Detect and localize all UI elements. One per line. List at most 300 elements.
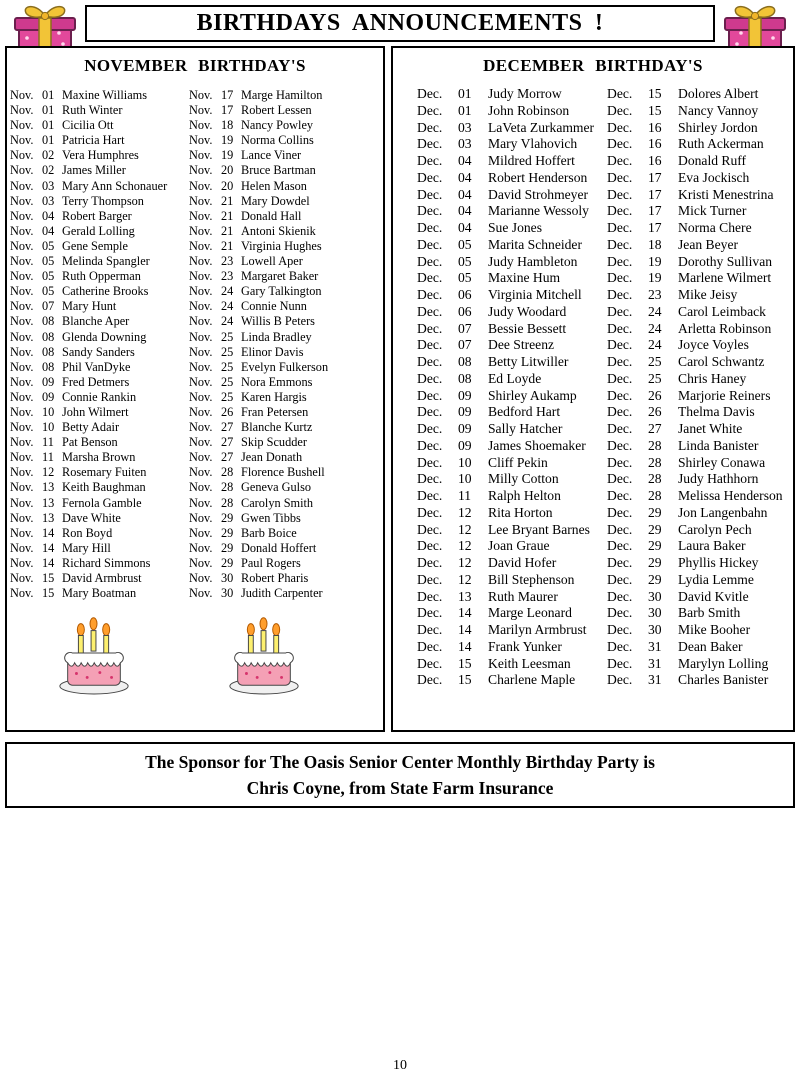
entry-month: Nov. — [10, 420, 34, 435]
entry-month: Nov. — [10, 103, 34, 118]
entry-month: Nov. — [10, 435, 34, 450]
entry-name: Judy Morrow — [488, 86, 562, 101]
birthday-entry — [10, 496, 189, 511]
entry-day: 24 — [648, 303, 662, 319]
entry-day: 29 — [648, 504, 662, 520]
entry-month: Dec. — [417, 521, 443, 537]
entry-name: David Hofer — [488, 555, 557, 570]
november-column-1 — [10, 88, 189, 601]
entry-month: Nov. — [10, 88, 34, 102]
birthday-cake-icon — [225, 608, 303, 700]
entry-day: 24 — [221, 314, 234, 329]
entry-day: 29 — [648, 571, 662, 587]
entry-month: Nov. — [189, 555, 213, 570]
entry-month: Dec. — [417, 622, 443, 637]
entry-day: 08 — [42, 344, 55, 359]
entry-name: Sally Hatcher — [488, 421, 563, 436]
entry-day: 31 — [648, 638, 662, 654]
entry-day: 07 — [458, 337, 472, 353]
entry-name: Virginia Hughes — [241, 238, 322, 253]
birthday-entry — [607, 522, 795, 539]
entry-month: Dec. — [417, 555, 443, 570]
entry-month: Nov. — [10, 178, 34, 193]
entry-day: 26 — [648, 404, 662, 420]
entry-day: 07 — [42, 299, 55, 314]
birthday-entry — [189, 541, 385, 556]
entry-day: 13 — [42, 480, 55, 495]
entry-day: 08 — [458, 370, 472, 386]
entry-month: Nov. — [189, 269, 213, 284]
entry-month: Dec. — [607, 672, 633, 688]
entry-month: Dec. — [417, 102, 443, 118]
entry-day: 08 — [458, 354, 472, 369]
entry-name: Janet White — [678, 421, 743, 436]
entry-day: 08 — [42, 329, 55, 344]
birthday-entry — [607, 605, 795, 622]
entry-month: Nov. — [189, 495, 213, 510]
birthday-entry — [189, 148, 385, 163]
birthday-entry — [189, 496, 385, 511]
entry-month: Dec. — [417, 404, 443, 420]
entry-month: Nov. — [10, 238, 34, 253]
birthday-entry — [417, 488, 607, 505]
birthday-entry — [607, 237, 795, 254]
page-title: BIRTHDAYS ANNOUNCEMENTS ! — [196, 10, 604, 36]
birthday-entry — [417, 220, 607, 237]
entry-name: Helen Mason — [241, 178, 307, 193]
entry-name: Jean Donath — [241, 450, 303, 465]
entry-name: Sandy Sanders — [62, 344, 135, 359]
entry-day: 01 — [42, 88, 55, 102]
entry-day: 15 — [648, 86, 662, 101]
birthday-entry — [189, 345, 385, 360]
birthday-entry — [10, 269, 189, 284]
entry-day: 05 — [458, 236, 472, 252]
birthday-entry — [607, 656, 795, 673]
entry-day: 12 — [458, 504, 472, 520]
entry-name: Dean Baker — [678, 638, 743, 654]
birthday-entry — [417, 237, 607, 254]
birthday-entry — [417, 589, 607, 606]
entry-month: Nov. — [10, 193, 34, 208]
entry-day: 15 — [458, 672, 472, 688]
entry-day: 18 — [648, 236, 662, 252]
birthday-entry — [607, 321, 795, 338]
entry-name: Carol Schwantz — [678, 354, 765, 369]
entry-name: Mary Boatman — [62, 586, 137, 601]
birthday-entry — [189, 314, 385, 329]
entry-month: Nov. — [189, 540, 213, 555]
entry-day: 28 — [648, 454, 662, 470]
entry-month: Nov. — [189, 586, 213, 601]
entry-name: Patricia Hart — [62, 133, 125, 148]
entry-month: Nov. — [189, 420, 213, 435]
entry-day: 17 — [648, 220, 662, 235]
entry-name: Paul Rogers — [241, 555, 301, 570]
entry-month: Nov. — [189, 88, 213, 102]
entry-day: 17 — [221, 103, 234, 118]
entry-month: Dec. — [607, 136, 633, 152]
entry-day: 19 — [648, 270, 662, 286]
entry-name: Gene Semple — [62, 238, 128, 253]
entry-day: 12 — [458, 521, 472, 537]
birthday-entry — [607, 337, 795, 354]
birthday-entry — [189, 239, 385, 254]
entry-name: John Robinson — [488, 102, 570, 118]
birthday-entry — [417, 254, 607, 271]
birthday-entry — [417, 86, 607, 103]
entry-month: Nov. — [189, 103, 213, 118]
entry-day: 27 — [221, 420, 234, 435]
entry-month: Nov. — [10, 254, 34, 269]
entry-day: 24 — [221, 284, 234, 299]
birthday-entry — [189, 435, 385, 450]
entry-name: Lydia Lemme — [678, 571, 754, 587]
entry-day: 28 — [648, 471, 662, 487]
entry-name: Ruth Opperman — [62, 269, 141, 284]
entry-month: Dec. — [417, 605, 443, 621]
entry-name: Fran Petersen — [241, 404, 309, 419]
entry-day: 21 — [221, 238, 234, 253]
entry-month: Nov. — [189, 435, 213, 450]
birthday-entry — [417, 438, 607, 455]
birthday-entry — [607, 170, 795, 187]
entry-name: Geneva Gulso — [241, 480, 312, 495]
december-heading: DECEMBER BIRTHDAY'S — [483, 56, 703, 75]
birthday-entry — [10, 163, 189, 178]
entry-day: 23 — [648, 287, 662, 302]
entry-month: Dec. — [417, 153, 443, 168]
entry-day: 30 — [221, 571, 234, 585]
entry-month: Dec. — [417, 504, 443, 520]
entry-name: Mike Jeisy — [678, 287, 738, 302]
entry-name: Barb Boice — [241, 525, 297, 540]
entry-name: Mary Vlahovich — [488, 136, 578, 152]
entry-month: Nov. — [10, 586, 34, 601]
entry-month: Dec. — [417, 86, 443, 101]
entry-month: Dec. — [607, 186, 633, 202]
entry-month: Dec. — [607, 169, 633, 185]
entry-day: 09 — [458, 437, 472, 453]
birthday-entry — [10, 299, 189, 314]
entry-day: 30 — [648, 605, 662, 621]
entry-month: Dec. — [417, 454, 443, 470]
entry-month: Nov. — [189, 571, 213, 585]
birthday-entry — [417, 187, 607, 204]
birthday-entry — [189, 360, 385, 375]
entry-month: Dec. — [607, 337, 633, 353]
entry-month: Nov. — [10, 389, 34, 404]
entry-month: Nov. — [189, 254, 213, 269]
entry-name: Gerald Lolling — [62, 223, 135, 238]
entry-day: 15 — [42, 571, 55, 585]
birthday-entry — [607, 555, 795, 572]
entry-name: Mary Ann Schonauer — [62, 178, 168, 193]
entry-day: 07 — [458, 320, 472, 336]
birthday-entry — [607, 421, 795, 438]
entry-name: Rita Horton — [488, 504, 553, 520]
entry-name: Frank Yunker — [488, 638, 562, 654]
birthday-entry — [10, 390, 189, 405]
birthday-entry — [10, 420, 189, 435]
entry-name: Marylyn Lolling — [678, 655, 769, 671]
sponsor-line-1: The Sponsor for The Oasis Senior Center Monthly Birthday Party is — [145, 751, 655, 772]
birthday-entry — [189, 194, 385, 209]
entry-month: Nov. — [189, 299, 213, 314]
entry-name: Judith Carpenter — [241, 586, 323, 601]
entry-day: 05 — [42, 254, 55, 269]
entry-month: Dec. — [417, 236, 443, 252]
birthday-entry — [189, 571, 385, 586]
entry-name: Chris Haney — [678, 370, 747, 386]
entry-name: Dave White — [62, 510, 121, 525]
entry-day: 16 — [648, 153, 662, 168]
birthday-entry — [189, 465, 385, 480]
entry-name: Connie Rankin — [62, 389, 137, 404]
birthday-entry — [10, 435, 189, 450]
entry-month: Dec. — [417, 169, 443, 185]
entry-name: Norma Collins — [241, 133, 314, 148]
birthday-entry — [417, 622, 607, 639]
entry-name: Betty Adair — [62, 420, 120, 435]
entry-month: Nov. — [10, 344, 34, 359]
entry-day: 04 — [42, 208, 55, 223]
birthday-entry — [189, 330, 385, 345]
entry-day: 31 — [648, 655, 662, 671]
entry-day: 19 — [648, 253, 662, 269]
birthday-entry — [10, 556, 189, 571]
entry-name: Ruth Winter — [62, 103, 123, 118]
birthday-entry — [607, 86, 795, 103]
entry-day: 24 — [648, 337, 662, 353]
entry-name: LaVeta Zurkammer — [488, 119, 595, 135]
birthday-entry — [10, 148, 189, 163]
entry-month: Nov. — [10, 525, 34, 540]
entry-day: 27 — [221, 450, 234, 465]
entry-month: Dec. — [607, 655, 633, 671]
birthday-entry — [607, 672, 795, 689]
entry-name: Carol Leimback — [678, 303, 766, 319]
entry-name: Margaret Baker — [241, 269, 319, 284]
entry-day: 25 — [221, 359, 234, 374]
birthday-entry — [189, 586, 385, 601]
entry-day: 08 — [42, 359, 55, 374]
birthday-entry — [10, 480, 189, 495]
birthday-entry — [10, 345, 189, 360]
entry-month: Dec. — [607, 538, 633, 554]
entry-name: Willis B Peters — [241, 314, 315, 329]
entry-month: Nov. — [10, 163, 34, 178]
entry-month: Dec. — [607, 571, 633, 587]
entry-name: Jon Langenbahn — [678, 504, 768, 520]
entry-month: Nov. — [189, 404, 213, 419]
entry-month: Dec. — [417, 638, 443, 654]
entry-day: 26 — [648, 387, 662, 403]
entry-name: Carolyn Smith — [241, 495, 314, 510]
entry-day: 10 — [458, 454, 472, 470]
birthday-entry — [607, 136, 795, 153]
entry-day: 21 — [221, 223, 234, 238]
entry-day: 25 — [648, 354, 662, 369]
entry-name: Catherine Brooks — [62, 284, 149, 299]
birthday-entry — [607, 471, 795, 488]
entry-month: Dec. — [417, 387, 443, 403]
entry-month: Dec. — [607, 320, 633, 336]
entry-month: Nov. — [10, 269, 34, 284]
entry-name: Marge Leonard — [488, 605, 572, 621]
entry-month: Nov. — [189, 284, 213, 299]
entry-day: 16 — [648, 136, 662, 152]
entry-day: 24 — [221, 299, 234, 314]
entry-month: Nov. — [10, 148, 34, 163]
entry-name: Mick Turner — [678, 203, 747, 219]
entry-name: Lowell Aper — [241, 254, 303, 269]
entry-day: 05 — [458, 270, 472, 286]
entry-name: Lance Viner — [241, 148, 302, 163]
entry-name: Eva Jockisch — [678, 169, 750, 185]
entry-month: Nov. — [10, 208, 34, 223]
entry-day: 14 — [458, 622, 472, 637]
entry-name: Gary Talkington — [241, 284, 322, 299]
entry-name: Norma Chere — [678, 220, 752, 235]
entry-month: Nov. — [10, 223, 34, 238]
birthday-entry — [189, 133, 385, 148]
entry-name: Robert Pharis — [241, 571, 309, 585]
entry-month: Dec. — [607, 253, 633, 269]
entry-day: 16 — [648, 119, 662, 135]
entry-month: Dec. — [607, 86, 633, 101]
birthday-entry — [189, 284, 385, 299]
entry-month: Nov. — [189, 359, 213, 374]
entry-day: 28 — [648, 437, 662, 453]
birthday-entry — [417, 656, 607, 673]
entry-month: Nov. — [10, 555, 34, 570]
entry-name: Judy Hambleton — [488, 253, 578, 269]
entry-day: 14 — [42, 525, 55, 540]
birthday-entry — [417, 321, 607, 338]
birthday-entry — [10, 179, 189, 194]
birthday-entry — [607, 153, 795, 170]
december-birthdays-panel — [391, 46, 795, 732]
birthday-entry — [417, 471, 607, 488]
entry-month: Nov. — [10, 404, 34, 419]
entry-month: Nov. — [10, 540, 34, 555]
entry-day: 19 — [221, 133, 234, 148]
birthday-entry — [417, 404, 607, 421]
entry-day: 27 — [648, 421, 662, 436]
december-column-2 — [607, 86, 795, 689]
entry-month: Dec. — [607, 102, 633, 118]
birthday-entry — [607, 120, 795, 137]
entry-month: Dec. — [607, 220, 633, 235]
birthday-entry — [417, 153, 607, 170]
birthday-entry — [189, 88, 385, 103]
entry-month: Dec. — [417, 287, 443, 302]
entry-month: Dec. — [607, 370, 633, 386]
entry-month: Nov. — [10, 465, 34, 480]
page-header — [85, 5, 715, 42]
entry-name: Shirley Conawa — [678, 454, 766, 470]
entry-name: Arletta Robinson — [678, 320, 772, 336]
entry-month: Nov. — [189, 344, 213, 359]
birthday-entry — [417, 287, 607, 304]
entry-name: Bedford Hart — [488, 404, 561, 420]
entry-day: 29 — [221, 510, 234, 525]
entry-month: Dec. — [417, 303, 443, 319]
december-column-1 — [417, 86, 607, 689]
birthday-entry — [10, 314, 189, 329]
entry-day: 09 — [42, 389, 55, 404]
entry-day: 29 — [221, 540, 234, 555]
birthday-entry — [607, 187, 795, 204]
birthday-entry — [10, 284, 189, 299]
birthday-entry — [417, 170, 607, 187]
entry-month: Dec. — [417, 471, 443, 487]
entry-day: 29 — [221, 525, 234, 540]
birthday-entry — [417, 304, 607, 321]
entry-name: Mike Booher — [678, 622, 751, 637]
entry-name: Robert Henderson — [488, 169, 588, 185]
entry-name: Phyllis Hickey — [678, 555, 759, 570]
entry-day: 13 — [42, 495, 55, 510]
entry-month: Dec. — [417, 320, 443, 336]
birthday-entry — [10, 103, 189, 118]
entry-name: Marilyn Armbrust — [488, 622, 587, 637]
birthday-entry — [417, 270, 607, 287]
entry-day: 20 — [221, 163, 234, 178]
entry-day: 25 — [221, 344, 234, 359]
entry-day: 20 — [221, 178, 234, 193]
entry-name: Melinda Spangler — [62, 254, 150, 269]
entry-day: 30 — [648, 622, 662, 637]
entry-month: Dec. — [417, 253, 443, 269]
entry-month: Dec. — [607, 404, 633, 420]
entry-day: 12 — [458, 538, 472, 554]
entry-day: 14 — [458, 638, 472, 654]
entry-name: Lee Bryant Barnes — [488, 521, 590, 537]
entry-day: 06 — [458, 287, 472, 302]
birthday-entry — [417, 672, 607, 689]
entry-name: David Kvitle — [678, 588, 749, 604]
entry-day: 14 — [42, 555, 55, 570]
entry-month: Dec. — [607, 236, 633, 252]
entry-name: Cliff Pekin — [488, 454, 548, 470]
entry-day: 29 — [648, 555, 662, 570]
entry-name: Kristi Menestrina — [678, 186, 774, 202]
birthday-entry — [417, 203, 607, 220]
entry-name: Bill Stephenson — [488, 571, 575, 587]
entry-name: Phil VanDyke — [62, 359, 131, 374]
entry-day: 09 — [458, 387, 472, 403]
entry-day: 17 — [221, 88, 234, 102]
entry-day: 28 — [221, 495, 234, 510]
entry-name: Betty Litwiller — [488, 354, 569, 369]
birthday-entry — [189, 420, 385, 435]
entry-day: 03 — [42, 193, 55, 208]
entry-day: 10 — [42, 420, 55, 435]
entry-name: Ruth Maurer — [488, 588, 558, 604]
entry-name: David Armbrust — [62, 571, 142, 585]
entry-name: Connie Nunn — [241, 299, 307, 314]
entry-month: Nov. — [10, 133, 34, 148]
birthday-entry — [189, 450, 385, 465]
entry-day: 11 — [458, 488, 472, 503]
entry-month: Nov. — [189, 450, 213, 465]
entry-name: Jean Beyer — [678, 236, 739, 252]
birthday-entry — [10, 571, 189, 586]
entry-month: Nov. — [10, 359, 34, 374]
entry-month: Dec. — [607, 454, 633, 470]
